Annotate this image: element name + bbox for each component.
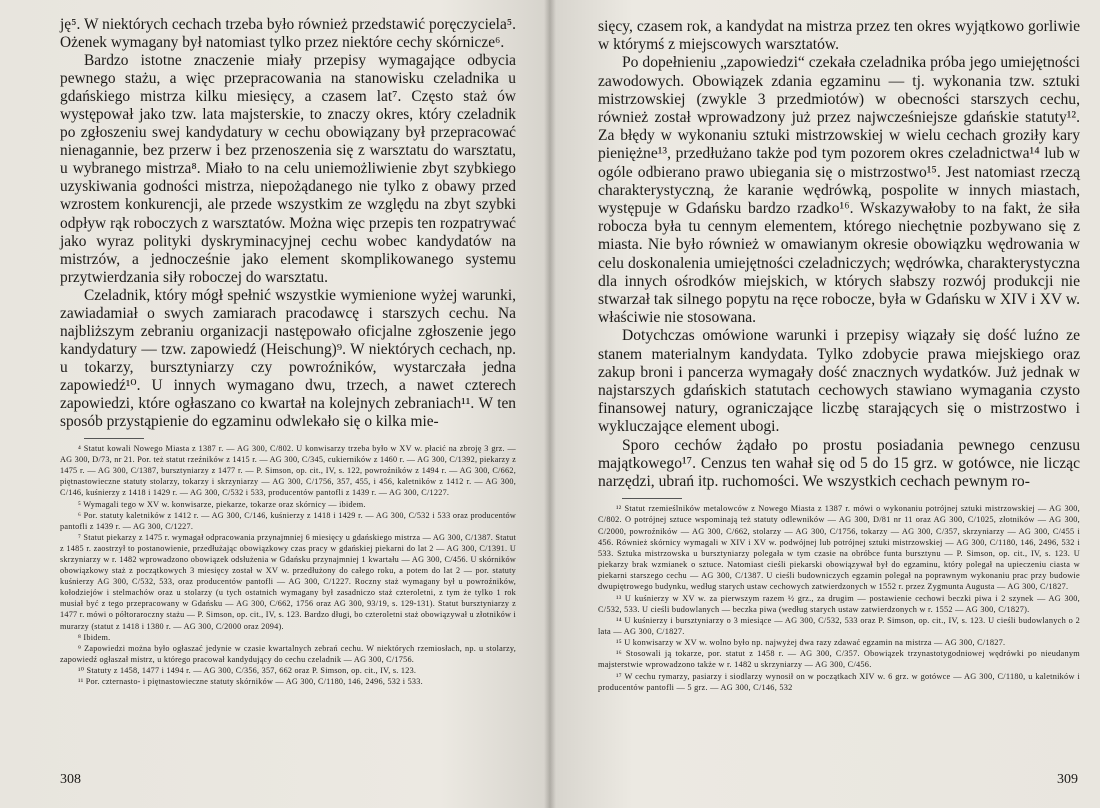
footnote: ⁷ Statut piekarzy z 1475 r. wymagał odpracowania przynajmniej 6 miesięcy u gdańskiego mistrza — AG 300, C/1387. Statut z 1485 r. zaostrzył to postanowienie, przedłużając obowiązkowy czas pracy w gdańskiej piekarni do lat 2 — AG 300, C/1391. U skrzyniarzy w r. 1482 wprowadzono obowiązek odsłużenia w Gdańsku przynajmniej 1 kwartału — AG 300, C/456. U skórników obowiązkowy staż z początkowych 3 miesięcy został w XV w. przedłużony do całego roku, a potem do lat 2 — por. statuty kuśnierzy AG 300, C/532, 533, oraz producentów pantofli — AG 300, C/1227. Roczny staż wymagany był u powroźników, kołodziejów i stelmachów oraz u stolarzy (u tych ostatnich wymagany był zasadniczo staż czteroletni, z tym że tylko 1 rok musiał być z tego przepracowany w Gdańsku — AG 300, C/662, 1756 oraz AG 300, 93/19, s. 129-131). Statut bursztyniarzy z 1477 r. mówi o półtoraroczny stażu — P. Simson, op. cit., IV, s. 123. Bardzo długi, bo czteroletni staż obowiązywał u złotników i murarzy (statut z 1418 i 1380 r. — AG 300, C/2000 oraz 2094). (60, 532, 516, 631)
footnote: ¹⁶ Stosowali ją tokarze, por. statut z 1458 r. — AG 300, C/357. Obowiązek trzynastotygodniowej wędrówki po nieudanym majsterstwie wprowadzono także w r. 1482 u skrzyniarzy — AG 300, C/456. (598, 649, 1080, 670)
footnote-rule (622, 498, 682, 499)
left-paragraph: Bardzo istotne znaczenie miały przepisy wymagające odbycia pewnego stażu, a więc przepracowania na stanowisku czeladnika u gdańskiego mistrza kilku miesięcy, a czasem lat⁷. Często staż ów występował jako tzw. lata majsterskie, to znaczy okres, który czeladnik po zgłoszeniu swej kandydatury w cechu obowiązany był przepracować nienagannie, bez przerw i bez przenoszenia się z warsztatu do warsztatu, u wybranego mistrza⁸. Miało to na celu uniemożliwienie zbyt szybkiego uzyskiwania godności mistrza, niepożądanego nie tylko z obawy przed wzrostem konkurencji, ale przede wszystkim ze względu na zbyt szybki odpływ rąk roboczych z warsztatów. Można więc przepis ten rozpatrywać jako wyraz polityki dyskryminacyjnej cechu wobec kandydatów na mistrzów, a jednocześnie jako element skomplikowanego systemu przytwierdzania siły roboczej do warsztatu. (60, 52, 516, 286)
left-body-text (60, 16, 516, 431)
right-page (550, 0, 1100, 808)
footnote-rule (84, 438, 144, 439)
right-paragraph: Dotychczas omówione warunki i przepisy wiązały się dość luźno ze stanem materialnym kandydata. Tylko zdobycie prawa miejskiego oraz zakup broni i pancerza wymagały dość znacznych wydatków. Już jednak w najstarszych gdańskich statutach cechowych stawiano wymagania czysto finansowej natury, ograniczające liczbę starających się o mistrzostwo i wykluczające element ubogi. (598, 327, 1080, 436)
left-footnotes (60, 443, 516, 687)
footnote: ¹² Statut rzemieślników metalowców z Nowego Miasta z 1387 r. mówi o wykonaniu potrójnej sztuki mistrzowskiej — AG 300, C/802. O potrójnej sztuce wspominają też statuty odlewników — AG 300, D/81 nr 11 oraz AG 300, C/1025, złotników — AG 300, C/2000, powroźników — AG 300, C/662, stolarzy — AG 300, C/1756, tokarzy — AG 300, C/357, skrzyniarzy — AG 300, C/455 i 456. Również skórnicy wymagali w XIV i XV w. podwójnej lub potrójnej sztuki mistrzowskiej — AG 300, C/1180, 146, 2496, 532 i 533. Sztuka mistrzowska u bursztyniarzy polegała w tym czasie na obróbce funta bursztynu — P. Simson, op. cit., IV, s. 123. U piekarzy brak wzmianek o sztuce. Natomiast cieśli piekarski obowiązywał był do egzaminu, który polegał na upieczeniu ciasta w piekarni starszego cechu — AG 300, C/1387. U cieśli budowniczych egzamin polegał na poprawnym wykonaniu prac przy budowie dwupiętrowego budynku, według starych ustaw cechowych zatwierdzonych w 1552 r. przez Zygmunta Augusta — AG 300, C/1827. (598, 504, 1080, 592)
footnote: ¹¹ Por. czternasto- i piętnastowieczne statuty skórników — AG 300, C/1180, 146, 2496, 532 i 533. (78, 677, 423, 687)
footnote: ¹⁵ U konwisarzy w XV w. wolno było np. najwyżej dwa razy zdawać egzamin na mistrza — AG 300, C/1827. (616, 638, 1006, 648)
footnote: ¹⁰ Statuty z 1458, 1477 i 1494 r. — AG 300, C/356, 357, 662 oraz P. Simson, op. cit., IV, s. 123. (78, 665, 417, 675)
right-paragraph: Po dopełnieniu „zapowiedzi“ czekała czeladnika próba jego umiejętności zawodowych. Obowiązek zdania egzaminu — tj. wykonania tzw. sztuki mistrzowskiej (zwykle 3 przedmiotów) w obecności starszych cechu, również został wprowadzony już przez najwcześniejsze gdańskie statuty¹². Za błędy w wykonaniu sztuki mistrzowskiej w wielu cechach groziły kary pieniężne¹³, przedłużano także pod tym pozorem okres czeladnictwa¹⁴ lub w ogóle odbierano prawo ubiegania się o mistrzostwo¹⁵. Jest natomiast rzeczą charakterystyczną, że karanie wędrówką, pospolite w innych miastach, występuje w Gdańsku bardzo rzadko¹⁶. Wskazywałoby to na fakt, że siła robocza była tu cennym elementem, którego niechętnie pozbywano się z miasta. Nie było również w omawianym okresie obowiązku wędrowania w celu doskonalenia umiejętności czeladniczych; wędrówka, charakterystyczna dla innych ośrodków miejskich, w których słabszy rozwój produkcji nie stwarzał tak silnego popytu na ręce robocze, była w Gdańsku w XIV i XV w. właściwie nie stosowana. (598, 54, 1080, 327)
footnote: ⁵ Wymagali tego w XV w. konwisarze, piekarze, tokarze oraz skórnicy — ibidem. (78, 499, 366, 509)
footnote: ¹⁷ W cechu rymarzy, pasiarzy i siodlarzy wynosił on w początkach XIV w. 6 grz. w gotówce — AG 300, C/1180, u kaletników i producentów pantofli — 5 grz. — AG 300, C/146, 532 (598, 671, 1080, 692)
footnote: ⁸ Ibidem. (78, 632, 111, 642)
left-paragraph: Czeladnik, który mógł spełnić wszystkie wymienione wyżej warunki, zawiadamiał o swych zamiarach pracodawcę i starszych cechu. Na najbliższym zebraniu organizacji następowało oficjalne zgłoszenie jego kandydatury — tzw. zapowiedź (Heischung)⁹. W niektórych cechach, np. u tokarzy, bursztyniarzy czy powroźników, wystarczała jedna zapowiedź¹⁰. U innych wymagano dwu, trzech, a nawet czterech zapowiedzi, które ogłaszano co kwartał na kolejnych zebraniach¹¹. W ten sposób przystąpienie do egzaminu odwlekało się o kilka mie- (60, 286, 516, 431)
book-gutter (544, 0, 556, 808)
right-body-text (598, 18, 1080, 491)
right-footnotes (598, 503, 1080, 693)
footnote: ⁴ Statut kowali Nowego Miasta z 1387 r. — AG 300, C/802. U konwisarzy trzeba było w XV w. płacić na zbroję 3 grz. — AG 300, D/73, nr 21. Por. też statut rzeźników z 1415 r. — AG 300, C/345, cukierników z 1460 r. — AG 300, C/1392, piekarzy z 1475 r. — AG 300, C/1387, bursztyniarzy z 1477 r. — P. Simson, op. cit., IV, s. 122, powroźników z 1494 r. — AG 300, C/662, piętnastowieczne statuty stolarzy, tokarzy i skrzyniarzy — AG 300, C/1756, 357, 455, i 456, kaletników z 1412 r. — AG 300, C/146, kuśnierzy z 1418 i 1429 r. — AG 300, C/532 i 533, producentów pantofli z 1439 r. — AG 300, C/1227. (60, 444, 516, 498)
footnote: ¹⁴ U kuśnierzy i bursztyniarzy o 3 miesiące — AG 300, C/532, 533 oraz P. Simson, op. cit., IV, s. 123. U cieśli budowlanych o 2 lata — AG 300, C/1827. (598, 615, 1080, 636)
footnote: ⁹ Zapowiedzi można było ogłaszać jedynie w czasie kwartalnych zebrań cechu. W niektórych rzemiosłach, np. u stolarzy, zapowiedź ogłaszał mistrz, u którego pracował kandydujący do cechu czeladnik — AG 300, C/1756. (60, 643, 516, 664)
footnote: ¹³ U kuśnierzy w XV w. za pierwszym razem ½ grz., za drugim — postawienie cechowi beczki piwa i 2 szynek — AG 300, C/532, 533. U cieśli budowlanych — beczka piwa (według starych ustaw zatwierdzonych w r. 1552 — AG 300, C/1827). (598, 593, 1080, 614)
page-number: 309 (1057, 772, 1078, 787)
footnote: ⁶ Por. statuty kaletników z 1412 r. — AG 300, C/146, kuśnierzy z 1418 i 1429 r. — AG 300, C/532 i 533 oraz producentów pantofli z 1439 r. — AG 300, C/1227. (60, 510, 516, 531)
right-paragraph: sięcy, czasem rok, a kandydat na mistrza przez ten okres wyjątkowo gorliwie w którymś z miejscowych warsztatów. (598, 18, 1080, 54)
left-paragraph: ję⁵. W niektórych cechach trzeba było również przedstawić poręczyciela⁵. Ożenek wymagany był natomiast tylko przez niektóre cechy skórnicze⁶. (60, 16, 516, 52)
page-number: 308 (60, 772, 81, 787)
right-paragraph: Sporo cechów żądało po prostu posiadania pewnego cenzusu majątkowego¹⁷. Cenzus ten wahał się od 5 do 15 grz. w gotówce, nie licząc narzędzi, ubrań itp. ruchomości. We wszystkich cechach pewnym ro- (598, 436, 1080, 491)
